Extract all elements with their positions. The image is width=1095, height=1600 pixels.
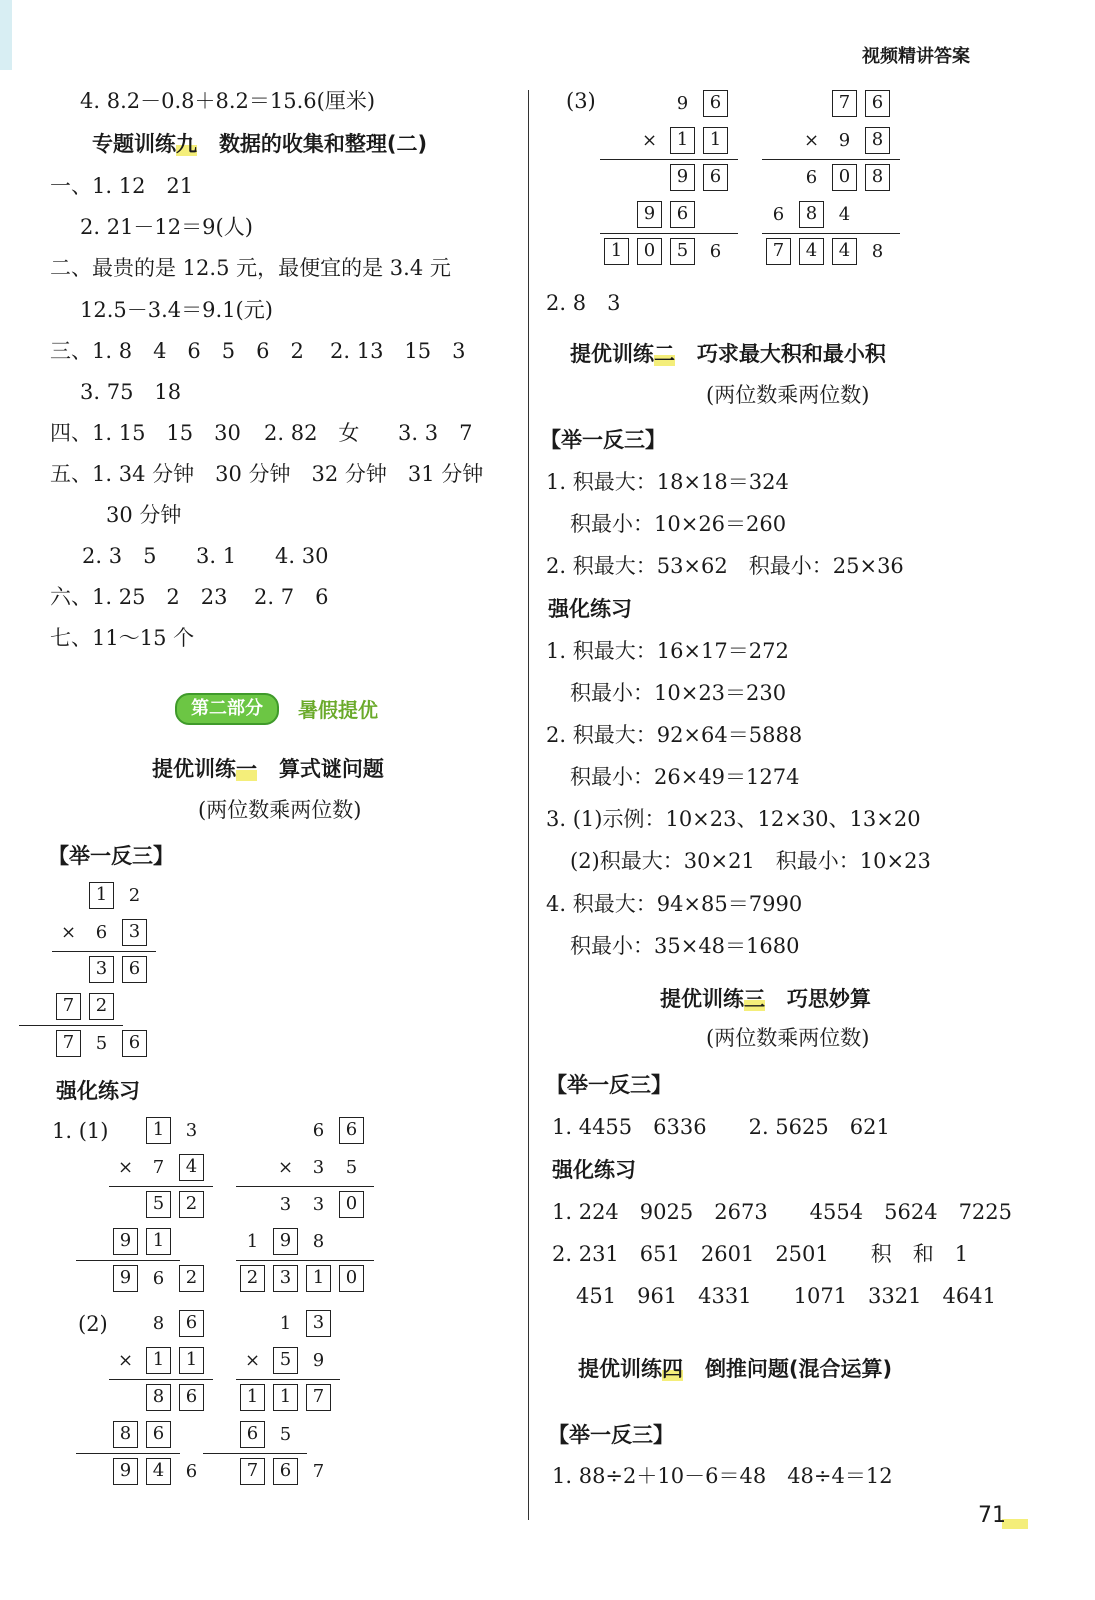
digit-box: 1 bbox=[604, 238, 629, 265]
digit: 3 bbox=[279, 1194, 292, 1215]
digit-box: 1 bbox=[146, 1228, 171, 1255]
times-sign: × bbox=[803, 130, 820, 151]
r5b: (2)积最大：30×21 积最小：10×23 bbox=[570, 849, 931, 873]
times-sign: × bbox=[117, 1350, 134, 1371]
times-sign: × bbox=[60, 922, 77, 943]
underline-rule bbox=[600, 159, 738, 160]
digit-box: 6 bbox=[240, 1421, 265, 1448]
digit-box: 6 bbox=[273, 1458, 298, 1485]
digit-box: 4 bbox=[146, 1458, 171, 1485]
right-heading-practice-1: 强化练习 bbox=[548, 597, 632, 621]
section-6-b: 2. 7 6 bbox=[254, 585, 329, 609]
digit-box: 2 bbox=[240, 1265, 265, 1292]
training-4-num: 四 bbox=[662, 1357, 683, 1381]
section-4-a: 四、1. 15 15 30 bbox=[50, 421, 241, 445]
times-sign: × bbox=[277, 1157, 294, 1178]
digit-box: 8 bbox=[865, 127, 890, 154]
digit: 6 bbox=[805, 167, 818, 188]
digit-box: 8 bbox=[799, 201, 824, 228]
section-3-line-1a: 三、1. 8 4 6 5 6 2 bbox=[50, 339, 304, 363]
digit-box: 6 bbox=[122, 956, 147, 983]
r3a: 1. 积最大：16×17＝272 bbox=[546, 639, 789, 663]
r11: 1. 88÷2＋10－6＝48 48÷4＝12 bbox=[552, 1464, 893, 1488]
digit: 3 bbox=[312, 1194, 325, 1215]
digit-box: 7 bbox=[832, 90, 857, 117]
digit-box: 3 bbox=[306, 1310, 331, 1337]
training-2-topic: 巧求最大积和最小积 bbox=[696, 342, 886, 366]
section-1-line-2: 2. 21－12＝9(人) bbox=[80, 215, 253, 239]
digit: 3 bbox=[185, 1120, 198, 1141]
r10: 451 961 4331 1071 3321 4641 bbox=[576, 1284, 996, 1308]
digit-box: 7 bbox=[240, 1458, 265, 1485]
special-num: 九 bbox=[176, 132, 197, 156]
r7: 1. 4455 6336 2. 5625 621 bbox=[552, 1115, 890, 1139]
r4a: 2. 积最大：92×64＝5888 bbox=[546, 723, 803, 747]
section-4-b: 2. 82 女 bbox=[264, 421, 360, 445]
digit-box: 3 bbox=[89, 956, 114, 983]
digit-box: 8 bbox=[113, 1421, 138, 1448]
digit-box: 5 bbox=[670, 238, 695, 265]
training-2-prefix: 提优训练 bbox=[570, 342, 654, 366]
part-two-badge: 第二部分 bbox=[175, 693, 279, 725]
digit: 8 bbox=[152, 1313, 165, 1334]
r5a: 3. (1)示例：10×23、12×30、13×20 bbox=[546, 807, 921, 831]
digit-box: 4 bbox=[832, 238, 857, 265]
digit: 3 bbox=[312, 1157, 325, 1178]
digit: 9 bbox=[838, 130, 851, 151]
digit: 8 bbox=[312, 1231, 325, 1252]
special-title: 数据的收集和整理(二) bbox=[218, 132, 428, 156]
digit-box: 6 bbox=[865, 90, 890, 117]
underline-rule bbox=[236, 1379, 340, 1380]
underline-rule bbox=[236, 1260, 374, 1261]
digit-box: 6 bbox=[670, 201, 695, 228]
digit-box: 1 bbox=[146, 1117, 171, 1144]
r4b: 积最小：26×49＝1274 bbox=[570, 765, 800, 789]
digit: 4 bbox=[838, 204, 851, 225]
digit-box: 6 bbox=[179, 1384, 204, 1411]
digit-box: 2 bbox=[89, 993, 114, 1020]
underline-rule bbox=[203, 1453, 307, 1454]
training-2-paren: (两位数乘两位数) bbox=[706, 383, 870, 407]
training-3-title bbox=[660, 986, 871, 1012]
section-7: 七、11～15 个 bbox=[50, 626, 195, 650]
digit-box: 9 bbox=[273, 1228, 298, 1255]
digit: 1 bbox=[279, 1313, 292, 1334]
digit: 9 bbox=[312, 1350, 325, 1371]
training-1-prefix: 提优训练 bbox=[152, 757, 236, 781]
training-3-topic: 巧思妙算 bbox=[786, 987, 871, 1011]
digit-box: 9 bbox=[113, 1228, 138, 1255]
r9: 2. 231 651 2601 2501 积 和 1 bbox=[552, 1242, 969, 1266]
underline-rule bbox=[76, 1260, 180, 1261]
r6b: 积最小：35×48＝1680 bbox=[570, 934, 800, 958]
digit-box: 0 bbox=[339, 1191, 364, 1218]
section-5-line-2: 30 分钟 bbox=[106, 503, 182, 527]
section-3-line-2: 3. 75 18 bbox=[80, 380, 182, 404]
digit-box: 6 bbox=[703, 164, 728, 191]
underline-rule bbox=[19, 1025, 123, 1026]
digit-box: 9 bbox=[113, 1458, 138, 1485]
left-heading-practice: 强化练习 bbox=[56, 1079, 140, 1103]
r3b: 积最小：10×23＝230 bbox=[570, 681, 787, 705]
training-2-title bbox=[570, 341, 886, 367]
underline-rule bbox=[109, 1379, 213, 1380]
digit: 5 bbox=[279, 1424, 292, 1445]
part-two-subtitle: 暑假提优 bbox=[298, 698, 378, 722]
digit-box: 7 bbox=[766, 238, 791, 265]
training-1-paren: (两位数乘两位数) bbox=[198, 798, 362, 822]
digit: 6 bbox=[152, 1268, 165, 1289]
digit: 2 bbox=[128, 885, 141, 906]
question-1-label: 1. (1) bbox=[52, 1119, 109, 1143]
digit: 1 bbox=[246, 1231, 259, 1252]
digit: 6 bbox=[709, 241, 722, 262]
training-4-title bbox=[578, 1356, 892, 1382]
training-4-topic: 倒推问题(混合运算) bbox=[704, 1357, 893, 1381]
digit-box: 9 bbox=[113, 1265, 138, 1292]
r1b: 积最小：10×26＝260 bbox=[570, 512, 787, 536]
digit-box: 5 bbox=[273, 1347, 298, 1374]
line-4-answer: 4. 8.2－0.8＋8.2＝15.6(厘米) bbox=[80, 89, 376, 113]
digit-box: 1 bbox=[89, 882, 114, 909]
digit-box: 7 bbox=[306, 1384, 331, 1411]
right-heading-jyfs-3: 【举一反三】 bbox=[548, 1423, 674, 1447]
underline-rule bbox=[600, 233, 738, 234]
training-1-num: 一 bbox=[236, 757, 257, 781]
digit: 5 bbox=[95, 1033, 108, 1054]
training-4-prefix: 提优训练 bbox=[578, 1357, 662, 1381]
corner-decoration bbox=[0, 0, 12, 70]
digit-box: 1 bbox=[670, 127, 695, 154]
digit-box: 1 bbox=[703, 127, 728, 154]
digit: 5 bbox=[345, 1157, 358, 1178]
digit-box: 1 bbox=[273, 1384, 298, 1411]
digit-box: 4 bbox=[179, 1154, 204, 1181]
digit: 7 bbox=[152, 1157, 165, 1178]
digit-box: 5 bbox=[146, 1191, 171, 1218]
training-3-paren: (两位数乘两位数) bbox=[706, 1026, 870, 1050]
underline-rule bbox=[109, 1186, 213, 1187]
digit-box: 1 bbox=[146, 1347, 171, 1374]
digit-box: 3 bbox=[122, 919, 147, 946]
digit-box: 3 bbox=[273, 1265, 298, 1292]
digit-box: 0 bbox=[637, 238, 662, 265]
digit-box: 6 bbox=[179, 1310, 204, 1337]
times-sign: × bbox=[244, 1350, 261, 1371]
digit-box: 2 bbox=[179, 1265, 204, 1292]
section-2-line-2: 12.5－3.4＝9.1(元) bbox=[80, 298, 273, 322]
underline-rule bbox=[762, 159, 900, 160]
digit-box: 2 bbox=[179, 1191, 204, 1218]
question-2-label: (2) bbox=[78, 1312, 108, 1336]
column-divider bbox=[528, 90, 529, 1520]
digit-box: 1 bbox=[306, 1265, 331, 1292]
digit-box: 7 bbox=[56, 993, 81, 1020]
section-3-line-1b: 2. 13 15 3 bbox=[330, 339, 466, 363]
underline-rule bbox=[762, 233, 900, 234]
training-3-num: 三 bbox=[744, 987, 765, 1011]
r8: 1. 224 9025 2673 4554 5624 7225 bbox=[552, 1200, 1013, 1224]
right-heading-jyfs-2: 【举一反三】 bbox=[546, 1073, 672, 1097]
training-3-prefix: 提优训练 bbox=[660, 987, 744, 1011]
question-3-label: (3) bbox=[566, 89, 596, 113]
times-sign: × bbox=[117, 1157, 134, 1178]
digit-box: 0 bbox=[832, 164, 857, 191]
r2: 2. 积最大：53×62 积最小：25×36 bbox=[546, 554, 904, 578]
special-training-title bbox=[92, 131, 427, 157]
section-1-line-1: 一、1. 12 21 bbox=[50, 174, 194, 198]
r6a: 4. 积最大：94×85＝7990 bbox=[546, 892, 803, 916]
digit-box: 1 bbox=[240, 1384, 265, 1411]
section-5-line-1: 五、1. 34 分钟 30 分钟 32 分钟 31 分钟 bbox=[50, 462, 484, 486]
section-6-a: 六、1. 25 2 23 bbox=[50, 585, 228, 609]
special-prefix: 专题训练 bbox=[92, 132, 176, 156]
digit-box: 8 bbox=[865, 164, 890, 191]
right-heading-practice-2: 强化练习 bbox=[552, 1158, 636, 1182]
digit-box: 6 bbox=[703, 90, 728, 117]
times-sign: × bbox=[641, 130, 658, 151]
answer-2: 2. 8 3 bbox=[546, 291, 621, 315]
training-1-title bbox=[152, 756, 384, 782]
digit: 9 bbox=[676, 93, 689, 114]
digit: 7 bbox=[312, 1461, 325, 1482]
underline-rule bbox=[76, 1453, 180, 1454]
digit-box: 6 bbox=[122, 1030, 147, 1057]
digit-box: 8 bbox=[146, 1384, 171, 1411]
digit-box: 6 bbox=[146, 1421, 171, 1448]
page-number: 71 bbox=[978, 1503, 1006, 1528]
digit: 6 bbox=[312, 1120, 325, 1141]
digit-box: 0 bbox=[339, 1265, 364, 1292]
training-1-topic: 算式谜问题 bbox=[278, 757, 384, 781]
digit: 8 bbox=[871, 241, 884, 262]
digit-box: 4 bbox=[799, 238, 824, 265]
right-heading-jyfs-1: 【举一反三】 bbox=[540, 428, 666, 452]
section-5-line-3c: 4. 30 bbox=[275, 544, 329, 568]
header-title: 视频精讲答案 bbox=[862, 46, 970, 67]
digit: 6 bbox=[95, 922, 108, 943]
section-4-c: 3. 3 7 bbox=[398, 421, 473, 445]
digit-box: 6 bbox=[339, 1117, 364, 1144]
digit: 6 bbox=[772, 204, 785, 225]
digit-box: 1 bbox=[179, 1347, 204, 1374]
digit-box: 9 bbox=[637, 201, 662, 228]
section-5-line-3b: 3. 1 bbox=[196, 544, 237, 568]
left-heading-jyfs: 【举一反三】 bbox=[48, 844, 174, 868]
section-5-line-3a: 2. 3 5 bbox=[82, 544, 157, 568]
underline-rule bbox=[52, 951, 156, 952]
r1a: 1. 积最大：18×18＝324 bbox=[546, 470, 789, 494]
underline-rule bbox=[236, 1186, 374, 1187]
section-2-line-1: 二、最贵的是 12.5 元，最便宜的是 3.4 元 bbox=[50, 256, 451, 280]
digit-box: 7 bbox=[56, 1030, 81, 1057]
digit: 6 bbox=[185, 1461, 198, 1482]
training-2-num: 二 bbox=[654, 342, 675, 366]
digit-box: 9 bbox=[670, 164, 695, 191]
